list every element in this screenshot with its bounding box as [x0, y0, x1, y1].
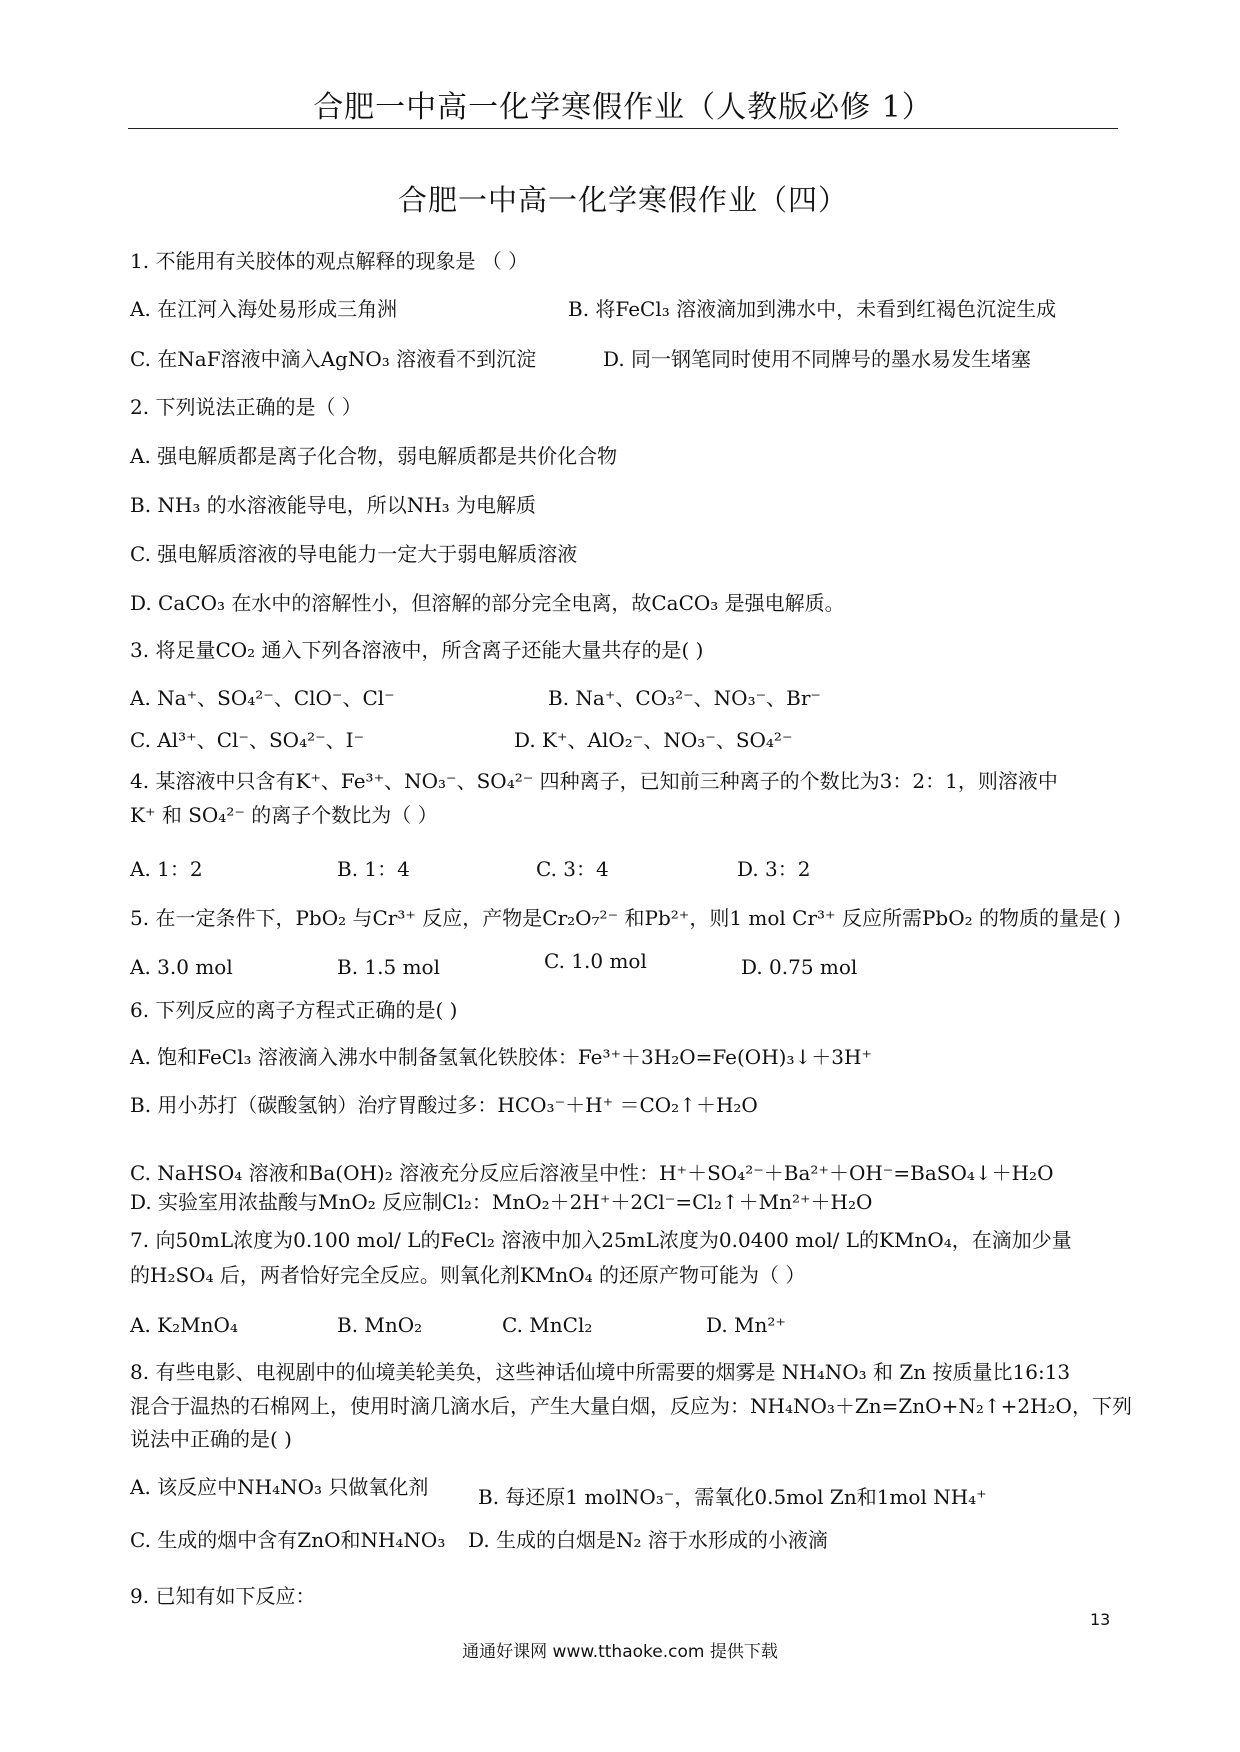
- question-3-stem: 3. 将足量CO₂ 通入下列各溶液中，所含离子还能大量共存的是( ): [130, 638, 704, 662]
- running-header: 合肥一中高一化学寒假作业（人教版必修 1）: [313, 90, 933, 125]
- question-5-stem: 5. 在一定条件下，PbO₂ 与Cr³⁺ 反应，产物是Cr₂O₇²⁻ 和Pb²⁺，则1 mol Cr³⁺ 反应所需PbO₂ 的物质的量是( ): [130, 906, 1121, 930]
- question-9-stem: 9. 已知有如下反应：: [130, 1584, 316, 1608]
- question-4-option-b: B. 1：4: [337, 857, 410, 881]
- question-7-option-c: C. MnCl₂: [502, 1313, 593, 1337]
- worksheet-title: 合肥一中高一化学寒假作业（四）: [397, 183, 848, 217]
- question-3-option-a: A. Na⁺、SO₄²⁻、ClO⁻、Cl⁻: [130, 686, 395, 710]
- footer-download-notice: 通通好课网 www.tthaoke.com 提供下载: [462, 1642, 778, 1662]
- question-2-stem: 2. 下列说法正确的是（ ）: [130, 395, 362, 419]
- question-1-option-c: C. 在NaF溶液中滴入AgNO₃ 溶液看不到沉淀: [130, 347, 537, 371]
- question-8-option-d: D. 生成的白烟是N₂ 溶于水形成的小液滴: [468, 1528, 828, 1552]
- question-8-option-b: B. 每还原1 molNO₃⁻，需氧化0.5mol Zn和1mol NH₄⁺: [478, 1485, 987, 1509]
- question-7-option-a: A. K₂MnO₄: [130, 1313, 238, 1337]
- question-8-stem-line-2: 混合于温热的石棉网上，使用时滴几滴水后，产生大量白烟，反应为：NH₄NO₃＋Zn=ZnO+N₂↑+2H₂O，下列: [130, 1394, 1132, 1418]
- question-5-option-d: D. 0.75 mol: [741, 955, 858, 979]
- question-3-option-b: B. Na⁺、CO₃²⁻、NO₃⁻、Br⁻: [548, 686, 821, 710]
- question-2-option-d: D. CaCO₃ 在水中的溶解性小，但溶解的部分完全电离，故CaCO₃ 是强电解质。: [130, 591, 845, 615]
- question-3-option-d: D. K⁺、AlO₂⁻、NO₃⁻、SO₄²⁻: [514, 728, 793, 752]
- question-7-stem-line-1: 7. 向50mL浓度为0.100 mol/ L的FeCl₂ 溶液中加入25mL浓度为0.0400 mol/ L的KMnO₄，在滴加少量: [130, 1228, 1072, 1252]
- question-6-option-c: C. NaHSO₄ 溶液和Ba(OH)₂ 溶液充分反应后溶液呈中性：H⁺＋SO₄²⁻＋Ba²⁺＋OH⁻=BaSO₄↓＋H₂O: [130, 1161, 1054, 1185]
- page-number: 13: [1090, 1610, 1111, 1629]
- question-5-option-b: B. 1.5 mol: [337, 955, 440, 979]
- question-5-option-a: A. 3.0 mol: [130, 955, 233, 979]
- question-8-option-c: C. 生成的烟中含有ZnO和NH₄NO₃: [130, 1528, 446, 1552]
- question-6-option-b: B. 用小苏打（碳酸氢钠）治疗胃酸过多：HCO₃⁻＋H⁺ ＝CO₂↑＋H₂O: [130, 1093, 758, 1117]
- question-8-stem-line-1: 8. 有些电影、电视剧中的仙境美轮美奂，这些神话仙境中所需要的烟雾是 NH₄NO₃ 和 Zn 按质量比16:13: [130, 1360, 1071, 1384]
- question-2-option-b: B. NH₃ 的水溶液能导电，所以NH₃ 为电解质: [130, 493, 537, 517]
- question-1-option-a: A. 在江河入海处易形成三角洲: [130, 297, 398, 321]
- question-7-option-d: D. Mn²⁺: [706, 1313, 786, 1337]
- question-5-option-c: C. 1.0 mol: [544, 949, 647, 973]
- question-4-stem-line-1: 4. 某溶液中只含有K⁺、Fe³⁺、NO₃⁻、SO₄²⁻ 四种离子，已知前三种离子的个数比为3：2：1，则溶液中: [130, 769, 1058, 793]
- question-1-option-d: D. 同一钢笔同时使用不同牌号的墨水易发生堵塞: [603, 347, 1032, 371]
- question-3-option-c: C. Al³⁺、Cl⁻、SO₄²⁻、I⁻: [130, 728, 365, 752]
- question-8-option-a: A. 该反应中NH₄NO₃ 只做氧化剂: [130, 1475, 429, 1499]
- question-6-stem: 6. 下列反应的离子方程式正确的是( ): [130, 998, 458, 1022]
- question-1-stem: 1. 不能用有关胶体的观点解释的现象是 （ ）: [130, 249, 529, 273]
- question-6-option-a: A. 饱和FeCl₃ 溶液滴入沸水中制备氢氧化铁胶体：Fe³⁺＋3H₂O=Fe(OH)₃↓＋3H⁺: [130, 1045, 872, 1069]
- question-7-option-b: B. MnO₂: [337, 1313, 423, 1337]
- question-4-option-c: C. 3：4: [536, 857, 609, 881]
- question-2-option-c: C. 强电解质溶液的导电能力一定大于弱电解质溶液: [130, 542, 578, 566]
- question-8-stem-line-3: 说法中正确的是( ): [130, 1427, 292, 1451]
- question-1-option-b: B. 将FeCl₃ 溶液滴加到沸水中，未看到红褐色沉淀生成: [568, 297, 1057, 321]
- question-7-stem-line-2: 的H₂SO₄ 后，两者恰好完全反应。则氧化剂KMnO₄ 的还原产物可能为（ ）: [130, 1263, 806, 1287]
- question-4-option-a: A. 1：2: [130, 857, 203, 881]
- question-4-stem-line-2: K⁺ 和 SO₄²⁻ 的离子个数比为（ ）: [130, 803, 438, 827]
- question-4-option-d: D. 3：2: [737, 857, 811, 881]
- question-6-option-d: D. 实验室用浓盐酸与MnO₂ 反应制Cl₂：MnO₂＋2H⁺＋2Cl⁻=Cl₂↑＋Mn²⁺＋H₂O: [130, 1190, 873, 1214]
- question-2-option-a: A. 强电解质都是离子化合物，弱电解质都是共价化合物: [130, 444, 618, 468]
- header-divider: [128, 128, 1118, 129]
